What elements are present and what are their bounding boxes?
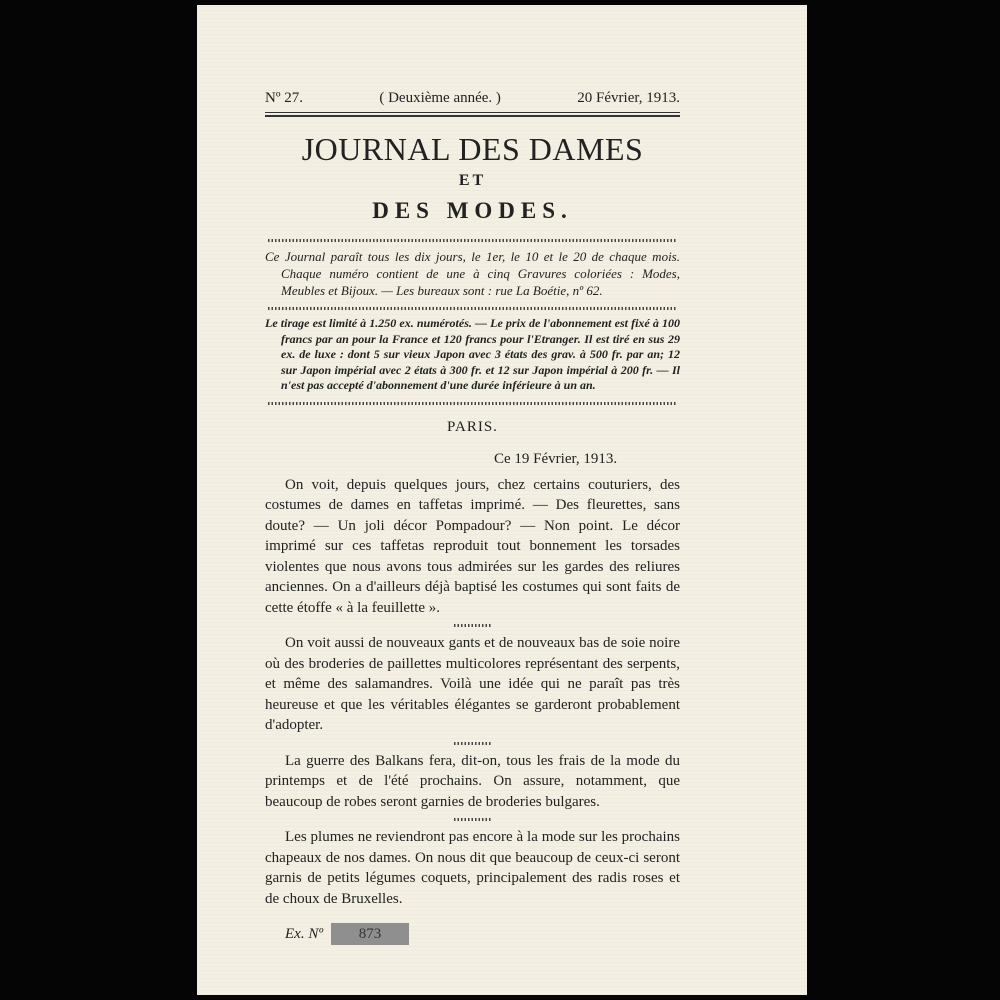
paragraph-text: On voit aussi de nouveaux gants et de nouveaux bas de soie noire où des broderies de paillettes multicolores représentant des serpents, et même des salamandres. Voilà une idée qui ne paraît pas très heureuse et que les véritables élégantes se garderont probablement d'adopter. bbox=[265, 635, 680, 733]
paragraph-text: On voit, depuis quelques jours, chez certains couturiers, des costumes de dames en taffetas imprimé. — Des fleurettes, sans doute? — Un joli décor Pompadour? — Non point. Le décor imprimé sur ces taffetas reproduit tout bonnement les torsades violentes que nous avons tous admirées sur les gardes des reliures anciennes. On a d'ailleurs déjà baptisé les costumes qui sont faits de cette étoffe « à la feuillette ». bbox=[265, 476, 680, 616]
ornament-rule bbox=[268, 307, 677, 310]
copy-label: Ex. Nº bbox=[285, 925, 323, 942]
article-paragraph bbox=[265, 475, 680, 619]
masthead-et: ET bbox=[458, 172, 487, 189]
header-line bbox=[265, 88, 680, 108]
issue-number: Nº 27. bbox=[265, 90, 303, 106]
paragraph-text: Les plumes ne reviendront pas encore à la mode sur les prochains chapeaux de nos dames. On nous dit que beaucoup de ceux-ci seront garnis de petits légumes coquets, principalement des radis roses et de choux de Bruxelles. bbox=[265, 829, 680, 907]
paragraph-ornament bbox=[454, 818, 492, 821]
paragraph-text: La guerre des Balkans fera, dit-on, tous les frais de la mode du printemps et de l'été prochains. On assure, notamment, que beaucoup de robes seront garnies de broderies bulgares. bbox=[265, 752, 680, 810]
year-label: ( Deuxième année. ) bbox=[379, 90, 501, 106]
issue-date: 20 Février, 1913. bbox=[577, 90, 680, 106]
masthead-subtitle: DES MODES. bbox=[372, 198, 573, 223]
article-paragraph bbox=[265, 633, 680, 736]
header-rule-thick bbox=[265, 115, 680, 117]
page-column bbox=[265, 88, 680, 945]
paragraph-ornament bbox=[454, 624, 492, 627]
notice-text: Ce Journal paraît tous les dix jours, le 1er, le 10 et le 20 de chaque mois. Chaque numéro contient de une à cinq Gravures coloriées : Modes, Meubles et Bijoux. — Les bureaux sont : rue La Boétie, nº 62. bbox=[265, 249, 680, 298]
copy-number: 873 bbox=[331, 923, 409, 945]
ornament-rule bbox=[268, 402, 677, 405]
header-rule bbox=[265, 112, 680, 113]
notice-text: Le tirage est limité à 1.250 ex. numérotés. — Le prix de l'abonnement est fixé à 100 francs par an pour la France et 120 francs pour l'Etranger. Il est tiré en sus 29 ex. de luxe : dont 5 sur vieux Japon avec 3 états des grav. à 500 fr. par an; 12 sur Japon impérial avec 2 états à 300 fr. et 12 sur Japon impérial à 200 fr. — Il n'est pas accepté d'abonnement d'une durée inférieure à un an. bbox=[265, 316, 680, 392]
article-paragraph bbox=[265, 827, 680, 909]
ornament-rule bbox=[268, 239, 677, 242]
publication-notice bbox=[265, 248, 680, 299]
subscription-notice bbox=[265, 316, 680, 394]
paragraph-ornament bbox=[454, 742, 492, 745]
article-paragraph bbox=[265, 751, 680, 813]
section-heading: PARIS. bbox=[447, 418, 498, 435]
dateline: Ce 19 Février, 1913. bbox=[494, 450, 618, 467]
masthead-title: JOURNAL DES DAMES bbox=[301, 131, 644, 167]
copy-number-row bbox=[285, 923, 680, 945]
